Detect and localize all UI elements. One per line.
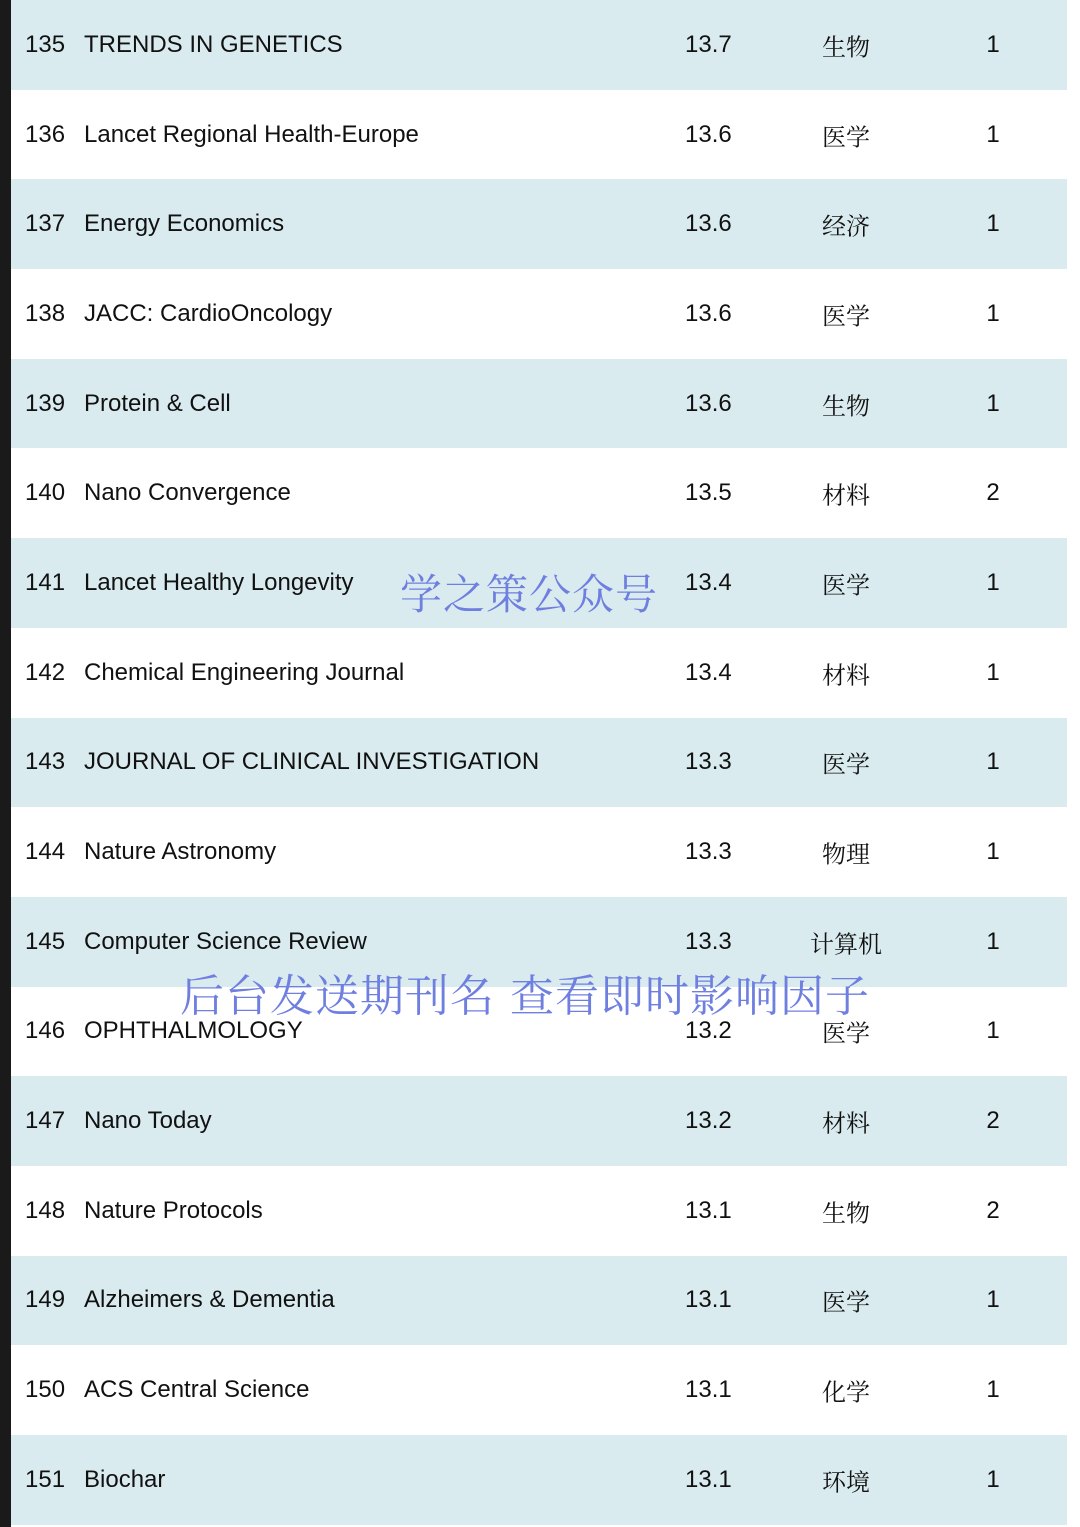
journal-name-cell: Nature Protocols <box>84 1196 263 1224</box>
impact-factor-cell: 13.1 <box>685 1286 732 1314</box>
rank-cell: 151 <box>25 1465 66 1493</box>
impact-factor-cell: 13.6 <box>685 210 732 238</box>
watermark-instruction: 后台发送期刊名 查看即时影响因子 <box>180 971 870 1022</box>
rank-cell: 140 <box>25 479 66 507</box>
field-cell: 经济 <box>822 213 870 241</box>
rank-cell: 145 <box>25 927 66 955</box>
table-row <box>11 1166 1067 1256</box>
journal-name-cell: Chemical Engineering Journal <box>84 658 405 686</box>
zone-cell: 2 <box>986 479 1000 507</box>
table-row <box>11 90 1067 180</box>
journal-name-cell: OPHTHALMOLOGY <box>84 1017 303 1045</box>
field-cell: 材料 <box>822 1110 870 1138</box>
table-row <box>11 628 1067 718</box>
zone-cell: 1 <box>986 838 1000 866</box>
table-row <box>11 448 1067 538</box>
table-row <box>11 1256 1067 1346</box>
table-row <box>11 269 1067 359</box>
journal-name-cell: Lancet Regional Health-Europe <box>84 120 419 148</box>
zone-cell: 1 <box>986 30 1000 58</box>
impact-factor-cell: 13.1 <box>685 1196 732 1224</box>
table-row <box>11 359 1067 449</box>
zone-cell: 1 <box>986 389 1000 417</box>
journal-name-cell: Nature Astronomy <box>84 838 277 866</box>
journal-name-cell: Nano Today <box>84 1107 212 1135</box>
impact-factor-cell: 13.6 <box>685 389 732 417</box>
field-cell: 化学 <box>822 1379 870 1407</box>
table-row <box>11 1076 1067 1166</box>
zone-cell: 1 <box>986 1376 1000 1404</box>
journal-name-cell: Nano Convergence <box>84 479 291 507</box>
zone-cell: 1 <box>986 1465 1000 1493</box>
journal-table <box>11 0 1067 1525</box>
impact-factor-cell: 13.6 <box>685 299 732 327</box>
field-cell: 物理 <box>822 841 870 869</box>
journal-name-cell: Protein & Cell <box>84 389 231 417</box>
impact-factor-cell: 13.6 <box>685 120 732 148</box>
table-row <box>11 179 1067 269</box>
rank-cell: 141 <box>25 568 66 596</box>
impact-factor-cell: 13.1 <box>685 1465 732 1493</box>
rank-cell: 143 <box>25 748 66 776</box>
zone-cell: 1 <box>986 568 1000 596</box>
journal-name-cell: Lancet Healthy Longevity <box>84 568 354 596</box>
impact-factor-cell: 13.2 <box>685 1107 732 1135</box>
zone-cell: 1 <box>986 1017 1000 1045</box>
field-cell: 材料 <box>822 482 870 510</box>
impact-factor-cell: 13.4 <box>685 568 732 596</box>
table-row <box>11 807 1067 897</box>
rank-cell: 135 <box>25 30 66 58</box>
journal-name-cell: Computer Science Review <box>84 927 367 955</box>
zone-cell: 1 <box>986 299 1000 327</box>
journal-name-cell: Alzheimers & Dementia <box>84 1286 335 1314</box>
field-cell: 医学 <box>822 572 870 600</box>
table-row <box>11 0 1067 90</box>
zone-cell: 1 <box>986 210 1000 238</box>
field-cell: 生物 <box>822 34 870 62</box>
field-cell: 医学 <box>822 1289 870 1317</box>
rank-cell: 142 <box>25 658 66 686</box>
zone-cell: 1 <box>986 1286 1000 1314</box>
rank-cell: 136 <box>25 120 66 148</box>
journal-name-cell: Biochar <box>84 1465 166 1493</box>
journal-name-cell: Energy Economics <box>84 210 285 238</box>
field-cell: 医学 <box>822 124 870 152</box>
table-row <box>11 718 1067 808</box>
impact-factor-cell: 13.3 <box>685 838 732 866</box>
rank-cell: 150 <box>25 1376 66 1404</box>
zone-cell: 2 <box>986 1196 1000 1224</box>
journal-name-cell: ACS Central Science <box>84 1376 310 1404</box>
field-cell: 医学 <box>822 303 870 331</box>
left-border <box>0 0 11 1527</box>
zone-cell: 2 <box>986 1107 1000 1135</box>
field-cell: 生物 <box>822 1200 870 1228</box>
rank-cell: 149 <box>25 1286 66 1314</box>
zone-cell: 1 <box>986 927 1000 955</box>
impact-factor-cell: 13.4 <box>685 658 732 686</box>
impact-factor-cell: 13.7 <box>685 30 732 58</box>
journal-name-cell: JACC: CardioOncology <box>84 299 333 327</box>
field-cell: 医学 <box>822 751 870 779</box>
field-cell: 医学 <box>822 1020 870 1048</box>
journal-name-cell: TRENDS IN GENETICS <box>84 30 343 58</box>
rank-cell: 139 <box>25 389 66 417</box>
impact-factor-cell: 13.2 <box>685 1017 732 1045</box>
table-row <box>11 1345 1067 1435</box>
impact-factor-cell: 13.1 <box>685 1376 732 1404</box>
rank-cell: 147 <box>25 1107 66 1135</box>
rank-cell: 138 <box>25 299 66 327</box>
field-cell: 生物 <box>822 393 870 421</box>
field-cell: 环境 <box>822 1469 870 1497</box>
rank-cell: 144 <box>25 838 66 866</box>
rank-cell: 148 <box>25 1196 66 1224</box>
field-cell: 材料 <box>822 662 870 690</box>
zone-cell: 1 <box>986 748 1000 776</box>
watermark-account: 学之策公众号 <box>400 570 659 619</box>
field-cell: 计算机 <box>810 931 882 959</box>
impact-factor-cell: 13.3 <box>685 927 732 955</box>
table-row <box>11 1435 1067 1525</box>
rank-cell: 146 <box>25 1017 66 1045</box>
zone-cell: 1 <box>986 120 1000 148</box>
impact-factor-cell: 13.5 <box>685 479 732 507</box>
journal-name-cell: JOURNAL OF CLINICAL INVESTIGATION <box>84 748 540 776</box>
impact-factor-cell: 13.3 <box>685 748 732 776</box>
zone-cell: 1 <box>986 658 1000 686</box>
rank-cell: 137 <box>25 210 66 238</box>
